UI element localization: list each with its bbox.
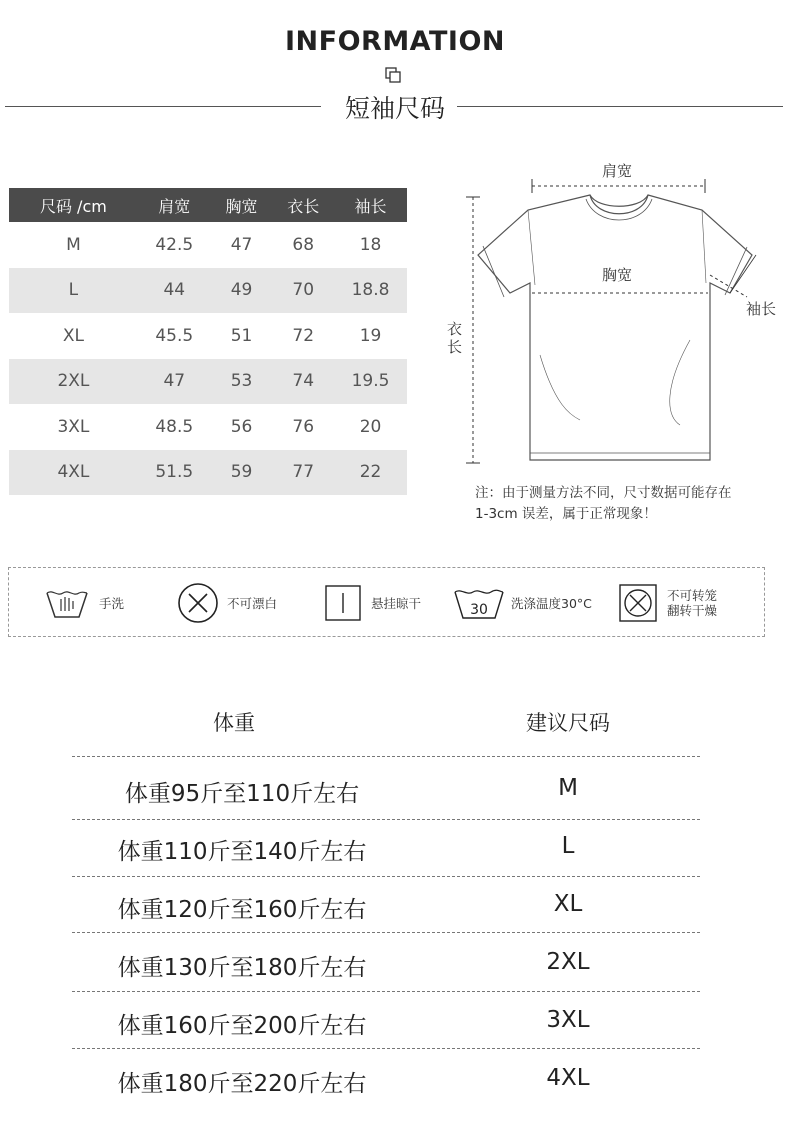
copy-icon [385,67,401,83]
care-hang-dry [325,568,421,638]
cell-shoulder: 47 [138,359,211,405]
hang-dry-icon [325,585,361,621]
weight-range: 体重110斤至140斤左右 [117,839,367,865]
no-tumble-label-line-1: 不可转笼 [667,588,718,603]
weight-range: 体重120斤至160斤左右 [117,897,367,923]
cell-size: 3XL [57,416,90,437]
care-wash-temp [453,568,592,638]
table-row [9,359,407,405]
no-tumble-label-line-2: 翻转干燥 [667,603,718,618]
table-row [9,404,407,450]
cell-shoulder: 48.5 [155,416,194,437]
row-divider [72,819,700,820]
row-divider [72,756,700,757]
cell-sleeve: 19 [359,325,382,346]
body-length-label-bottom: 长 [447,338,463,356]
size-table [9,188,407,495]
recommended-size: M [558,775,578,801]
wash-temp-label: 洗涤温度30°C [511,595,592,611]
chest-width-label: 胸宽 [602,266,633,284]
hang-dry-label: 悬挂晾干 [371,595,422,611]
cell-size: 4XL [9,450,138,496]
cell-chest: 53 [211,359,273,405]
note-line-2: 1-3cm 误差，属于正常现象！ [475,506,657,522]
recommended-size: 3XL [546,1007,590,1033]
hand-wash-label: 手洗 [99,595,125,611]
cell-length: 70 [272,268,334,314]
cell-length: 77 [272,450,334,496]
cell-size: L [9,268,138,314]
cell-size: 2XL [9,359,138,405]
note-line-1: 注：由于测量方法不同，尺寸数据可能存在 [475,485,732,501]
care-no-tumble [619,568,717,638]
cell-size: M [66,234,81,255]
no-bleach-icon [177,582,219,624]
no-tumble-label [667,588,717,618]
body-length-label-top: 衣 [447,320,463,338]
table-row [9,450,407,496]
cell-length: 72 [292,325,315,346]
cell-sleeve: 18.8 [334,268,407,314]
table-row [9,222,407,268]
cell-length: 74 [272,359,334,405]
care-no-bleach [177,568,277,638]
cell-sleeve: 22 [334,450,407,496]
recommended-size: XL [553,891,583,917]
weight-range: 体重130斤至180斤左右 [117,955,367,981]
table-row [9,268,407,314]
header-size: 尺码 /cm [9,188,138,222]
wash-temperature-icon [453,586,505,620]
cell-chest: 49 [211,268,273,314]
recommended-size: 2XL [546,949,590,975]
cell-length: 68 [292,234,315,255]
cell-chest: 59 [211,450,273,496]
shoulder-width-label: 肩宽 [602,162,633,180]
header-shoulder: 肩宽 [138,188,211,222]
page-title: INFORMATION [284,26,505,57]
cell-shoulder: 51.5 [138,450,211,496]
hand-wash-icon [43,583,91,623]
row-divider [72,991,700,992]
header-sleeve: 袖长 [334,188,407,222]
cell-chest: 51 [230,325,253,346]
no-bleach-label: 不可漂白 [227,595,278,611]
measurement-note [475,483,775,525]
weight-range: 体重95斤至110斤左右 [124,781,360,807]
section-subtitle: 短袖尺码 [344,94,445,123]
size-table-header [9,188,407,222]
cell-length: 76 [292,416,315,437]
tshirt-diagram [440,155,785,475]
cell-sleeve: 20 [359,416,382,437]
care-instructions [8,567,765,637]
title-divider-right [457,106,783,107]
table-row [9,313,407,359]
cell-shoulder: 45.5 [155,325,194,346]
cell-shoulder: 42.5 [155,234,194,255]
weight-header: 体重 [213,711,255,735]
recommended-size: 4XL [546,1065,590,1091]
header-chest: 胸宽 [211,188,273,222]
header-length: 衣长 [272,188,334,222]
care-hand-wash [43,568,124,638]
weight-range: 体重160斤至200斤左右 [117,1013,367,1039]
no-tumble-dry-icon [619,584,657,622]
cell-chest: 56 [230,416,253,437]
recommended-size: L [561,833,575,859]
weight-range: 体重180斤至220斤左右 [117,1071,367,1097]
sleeve-length-label: 袖长 [746,300,777,318]
cell-chest: 47 [230,234,253,255]
cell-sleeve: 18 [359,234,382,255]
cell-sleeve: 19.5 [334,359,407,405]
recommended-size-header: 建议尺码 [526,711,610,735]
row-divider [72,1048,700,1049]
cell-shoulder: 44 [138,268,211,314]
title-divider-left [5,106,321,107]
cell-size: XL [62,325,84,346]
wash-temp-number: 30 [470,602,488,618]
row-divider [72,876,700,877]
row-divider [72,932,700,933]
